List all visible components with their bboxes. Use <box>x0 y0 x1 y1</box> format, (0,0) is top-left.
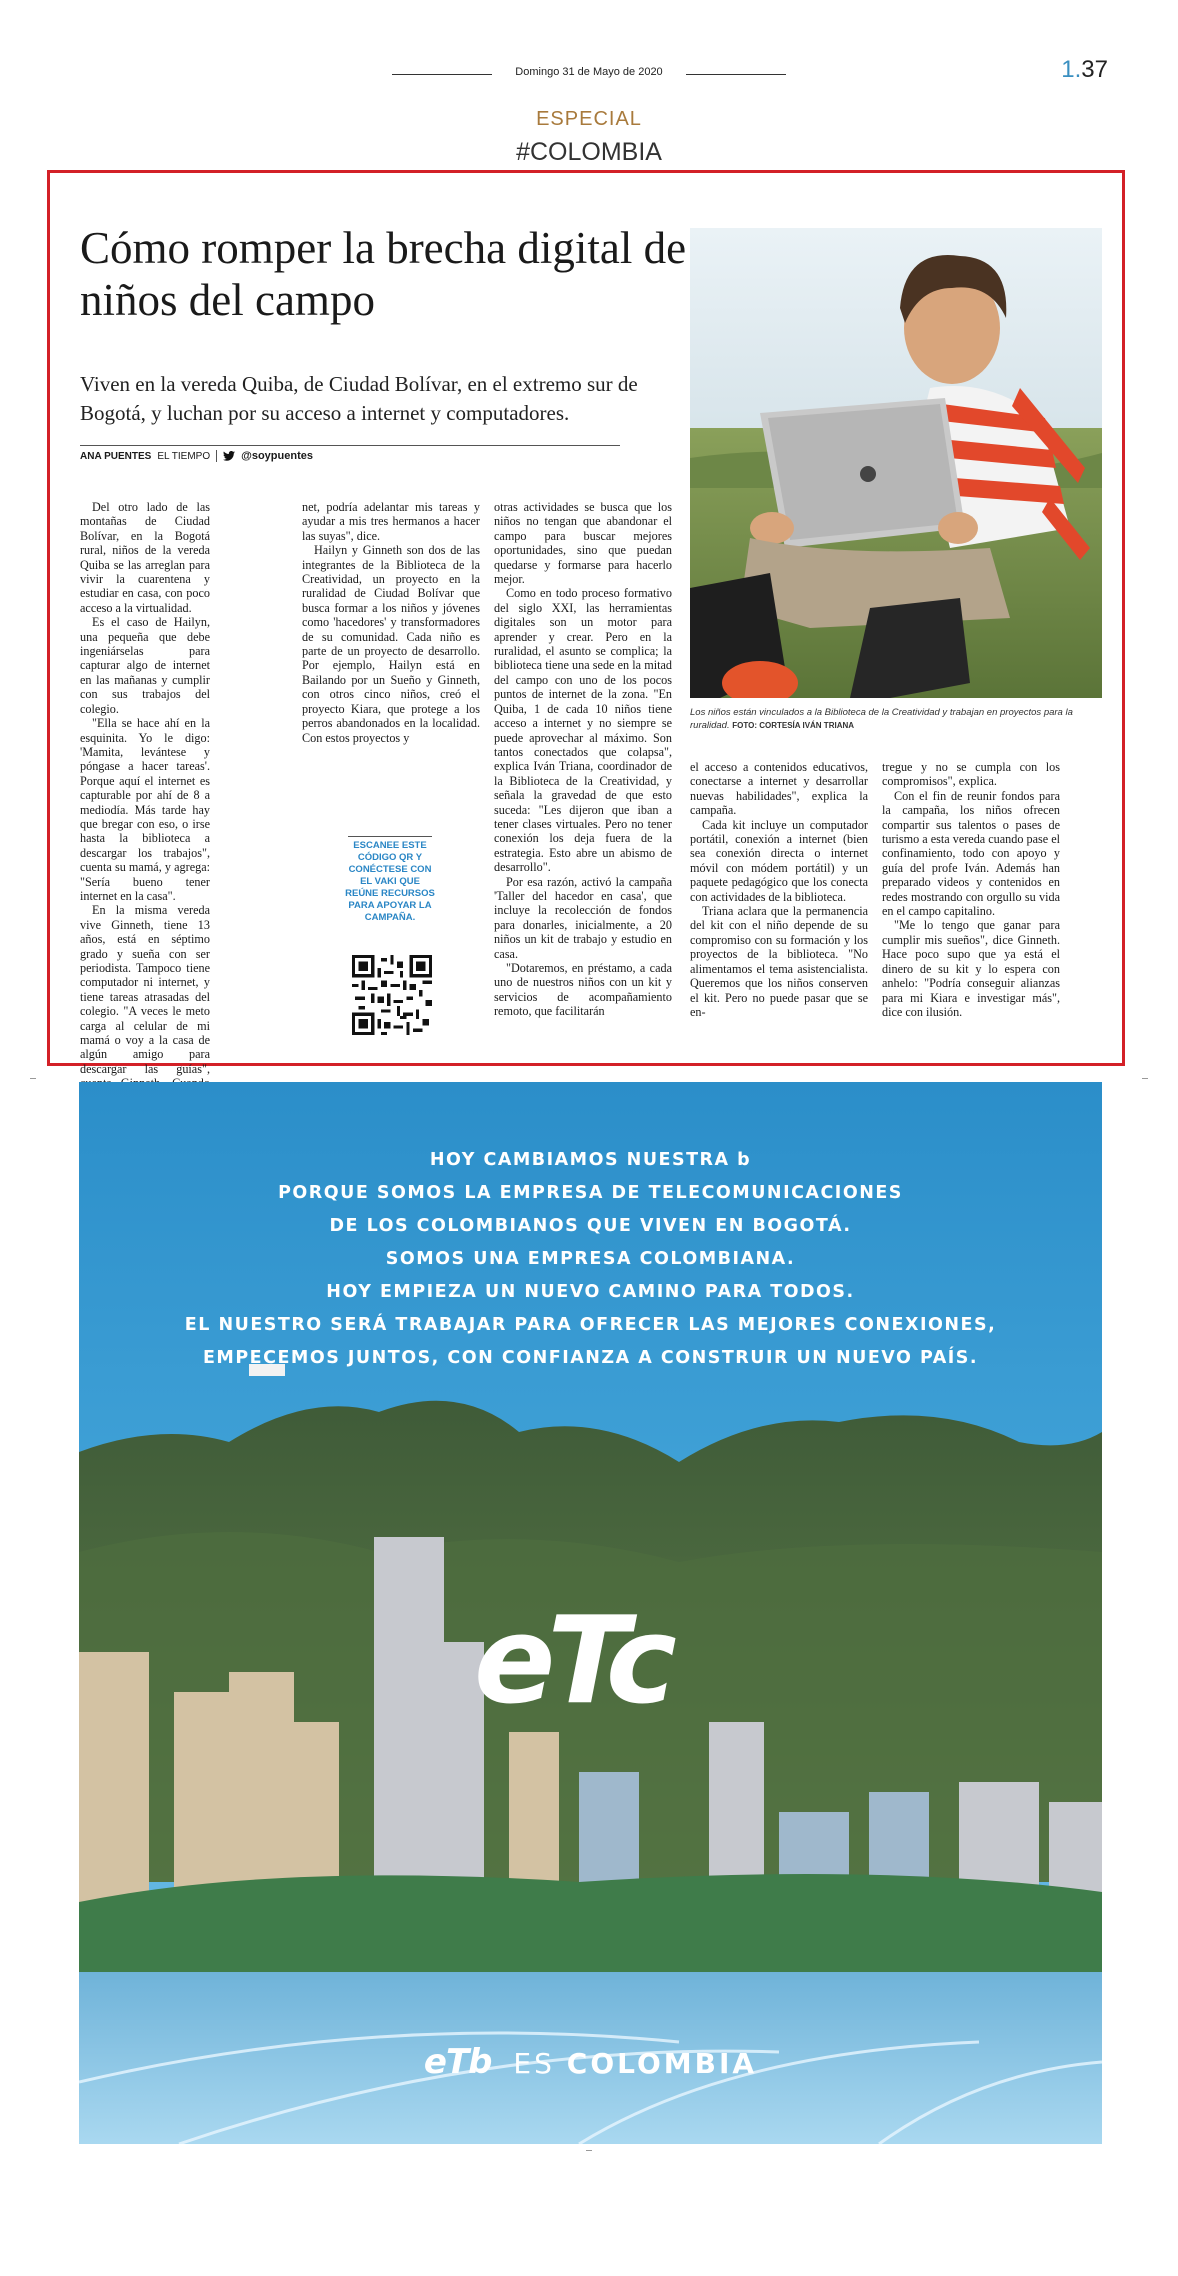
paragraph: Por esa razón, activó la campaña 'Taller del hacedor en casa', que incluye la recolección de fondos para donarles, inicialmente, a 20 niños un kit de trabajo y estudio en casa. <box>494 874 672 961</box>
ad-line: HOY EMPIEZA UN NUEVO CAMINO PARA TODOS. <box>326 1282 855 1302</box>
paragraph: Cada kit incluye un computador portátil, conexión a internet (bien sea conexión directa o internet móvil con módem portátil) y un paquete pedagógico que los conecta con actividades de la biblioteca. <box>690 817 868 904</box>
etc-logo: eTc <box>474 1592 669 1731</box>
author-name: ANA PUENTES <box>80 450 152 462</box>
article-photo <box>690 228 1102 698</box>
article-column-4 <box>690 760 868 1019</box>
paragraph: Triana aclara que la permanencia del kit con el niño depende de su compromiso con su formación y los proyectos de la biblioteca. "No alimentamos el tema asistencialista. Queremos que los niños conserven el kit. Pero no puede pasar que se en- <box>690 904 868 1019</box>
ad-line: EL NUESTRO SERÁ TRABAJAR PARA OFRECER LAS MEJORES CONEXIONES, <box>184 1315 997 1335</box>
paragraph: Del otro lado de las montañas de Ciudad Bolívar, en la Bogotá rural, niños de la vereda Quiba se las arreglan para vivir la cuarentena y estudiar en casa, con poco acceso a la virtualidad. <box>80 500 210 615</box>
brand-es: ES <box>513 2047 555 2080</box>
paragraph: "Me lo tengo que ganar para cumplir mis sueños", dice Ginneth. Hace poco supo que ya está el dinero de su kit y lo espera con anhelo: "Podría conseguir alianzas para mi Kiara e investigar más", dice con ilusión. <box>882 918 1060 1019</box>
byline <box>80 450 313 462</box>
issue-date: Domingo 31 de Mayo de 2020 <box>515 66 663 78</box>
ad-line: HOY CAMBIAMOS NUESTRA b <box>429 1150 752 1170</box>
paragraph: En la misma vereda vive Ginneth, tiene 13 años, está en séptimo grado y sueña con ser periodista. Tampoco tiene computador ni internet, y tiene tareas atrasadas del colegio. "A veces le meto carga al celular de mi mamá o voy a la casa de algún amigo para descargar las guías", <box>80 903 210 1076</box>
article-column-5 <box>882 760 1060 1019</box>
paragraph: Hailyn y Ginneth son dos de las integrantes de la Biblioteca de la Creatividad, un proyecto en la ruralidad de Ciudad Bolívar que busca formar a los niños y jóvenes como 'hacedores' y transformadores de su comunidad. Cada niño es parte de un proyecto de desarrollo. Por ejemplo, Hailyn está en Bailando por un Sueño y Ginneth, con otros cinco niños, creó el proyecto Kiara, que protege a los perros abandonados en la localidad. Con estos proyectos y <box>302 543 480 745</box>
crop-mark <box>30 1078 36 1085</box>
etb-logo: eTb <box>423 2042 492 2082</box>
caption-text: Los niños están vinculados a la Biblioteca de la Creatividad y trabajan en proyectos para la ruralidad. <box>690 707 1073 731</box>
page-prefix: 1. <box>1061 56 1082 83</box>
qr-code[interactable] <box>352 955 432 1035</box>
photo-caption <box>690 706 1102 732</box>
outlet-name: EL TIEMPO <box>157 450 211 462</box>
ad-line: PORQUE SOMOS LA EMPRESA DE TELECOMUNICACIONES <box>278 1183 903 1203</box>
crop-mark <box>586 2150 592 2157</box>
paragraph: tregue y no se cumpla con los compromisos", explica. <box>882 760 1060 789</box>
paragraph: "Ella se hace ahí en la esquinita. Yo le digo: 'Mamita, levántese y póngase a hacer tareas'. Porque aquí el internet es capturable por ahí de 8 a mediodía. Más tarde hay que bregar con eso, o irse hasta la biblioteca a descargar los trabajos", cuenta su mamá, y agrega: "Sería bueno tener internet en la casa". <box>80 716 210 903</box>
qr-instructions: ESCANEE ESTE CÓDIGO QR Y CONÉCTESE CON EL VAKI QUE REÚNE RECURSOS PARA APOYAR LA CAMPAÑA. <box>345 840 435 923</box>
paragraph: Como en todo proceso formativo del siglo XXI, las herramientas digitales son un motor para aprender y crear. Pero en la ruralidad, el asunto se complica; la biblioteca tiene una sede en la mitad del campo con uno de los pocos puntos de internet de la zona. "En Quiba, 1 de cada 10 niños tiene acceso a internet y no siempre se puede aprovechar al máximo. Son tantos conectados que colapsa", explica Iván Triana, coordinador de la Biblioteca de la Creatividad, y señala la gravedad de que esto suceda: "Les dijeron que iban a tener clases virtuales. Pero no tener conexión los deja fuera de la estrategia. Esto abre un abismo de desarrollo". <box>494 586 672 875</box>
paragraph: "Dotaremos, en préstamo, a cada uno de nuestros niños con un kit y servicios de acompañamiento remoto, que facilitarán <box>494 961 672 1019</box>
paragraph: otras actividades se busca que los niños no tengan que abandonar el campo para buscar mejores oportunidades, sino que puedan quedarse y formarse para hacerlo mejor. <box>494 500 672 587</box>
paragraph: net, podría adelantar mis tareas y ayudar a mis tres hermanos a hacer las suyas", dice. <box>302 500 480 543</box>
paragraph: el acceso a contenidos educativos, conectarse a internet y desarrollar nuevas habilidades", explica la campaña. <box>690 760 868 818</box>
etb-brand-signature <box>79 2042 1102 2082</box>
etb-advertisement[interactable] <box>79 1082 1102 2144</box>
article-headline: Cómo romper la brecha digital de niños del campo <box>80 223 687 325</box>
ad-line: SOMOS UNA EMPRESA COLOMBIANA. <box>385 1249 796 1269</box>
scan-box-rule <box>348 836 432 837</box>
crop-mark <box>1142 1078 1148 1085</box>
twitter-icon <box>223 451 235 461</box>
paragraph: Es el caso de Hailyn, una pequeña que debe ingeniárselas para capturar algo de internet en las mañanas y cumplir con sus trabajos del colegio. <box>80 615 210 716</box>
section-label: ESPECIAL <box>536 108 642 130</box>
section-tag: #COLOMBIA <box>516 138 662 166</box>
ad-message <box>79 1144 1102 1375</box>
ad-line: DE LOS COLOMBIANOS QUE VIVEN EN BOGOTÁ. <box>329 1216 852 1236</box>
page-number-value: 37 <box>1081 56 1108 83</box>
twitter-handle[interactable]: @soypuentes <box>241 450 313 462</box>
brand-colombia: COLOMBIA <box>566 2047 758 2080</box>
article-lede: Viven en la vereda Quiba, de Ciudad Bolívar, en el extremo sur de Bogotá, y luchan por su acceso a internet y computadores. <box>80 372 638 425</box>
byline-divider <box>216 450 217 462</box>
photo-credit: FOTO: CORTESÍA IVÁN TRIANA <box>732 721 855 730</box>
ad-line: EMPECEMOS JUNTOS, CON CONFIANZA A CONSTRUIR UN NUEVO PAÍS. <box>202 1348 979 1368</box>
article-column-2 <box>302 500 480 745</box>
paragraph: Con el fin de reunir fondos para la campaña, los niños ofrecen compartir sus talentos o pases de turismo a esta vereda cuando pase el confinamiento, todo con apoyo y guía del profe Iván. Además han preparado videos y contenidos en redes mostrando con orgullo su vida en el campo capitalino. <box>882 788 1060 919</box>
article-column-3 <box>494 500 672 1019</box>
byline-rule <box>80 445 620 446</box>
page-number <box>1061 56 1108 84</box>
